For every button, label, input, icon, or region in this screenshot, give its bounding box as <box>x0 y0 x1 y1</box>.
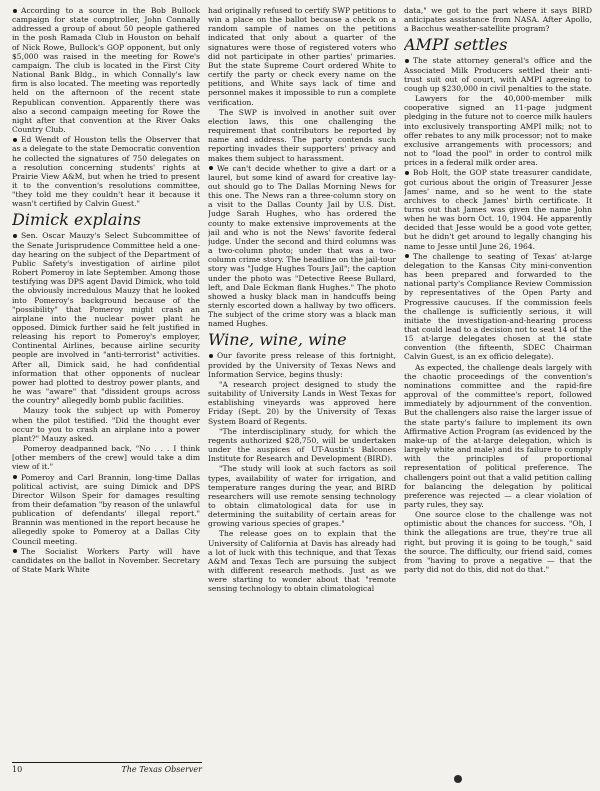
paragraph: had originally refused to certify SWP petitions to win a place on the ballot because a check on a random sample of names on the petitions indicated that only about a quarter of the signatures were those of registered voters who did not participate in other parties' primaries. But the state Supreme Court ordered White to certify the party or check every name on the petitions, and White says lack of time and personnel makes it impossible to run a complete verification. <box>208 6 396 107</box>
article-columns <box>12 6 592 760</box>
paragraph <box>404 56 592 93</box>
paragraph-text: Our favorite press release of this fortnight, provided by the University of Texas News and Information Service, begins thusly: <box>208 351 396 379</box>
paragraph <box>208 351 396 378</box>
paragraph <box>404 252 592 362</box>
section-heading: Dimick explains <box>12 210 141 230</box>
paragraph: The SWP is involved in another suit over election laws, this one challenging the requirement that contributors be reported by name and address. The party contends such reporting invades their supporters' privacy and makes them subject to harassment. <box>208 107 396 163</box>
paragraph: "The interdisciplinary study, for which the regents authorized $28,750, will be undertaken under the auspices of UT-Austin's Balcones Institute for Research and Development (BIRD). <box>208 426 396 464</box>
paragraph <box>12 547 200 574</box>
paragraph <box>208 164 396 329</box>
paragraph <box>404 168 592 250</box>
paragraph: Lawyers for the 40,000-member milk cooperative signed an 11-page judgment pledging in the future not to coerce milk haulers into exclusively transporting AMPI milk; not to offer rebates to any milk processor; not to make exclusive arrangements with processors; and not to "load the pool" in order to control milk prices in a federal milk order area. <box>404 94 592 168</box>
paragraph-text: We can't decide whether to give a dart or a laurel, but some kind of award for creative lay-out should go to The Dallas Morning News for this one. The News ran a three-column story on a visit to the Dallas County Jail by U.S. Dist. Judge Sarah Hughes, who has ordered the county to make extensive improvements at the jail and who is not the News' favorite federal judge. Under the second and third columns was a two-column photo; under that was a two-column crime story. The headline on the jail-tour story was "Judge Hughes Tours Jail"; the caption under the photo was "Detective Reese Bullard, left, and Dale Eckman flank Hughes." The photo showed a husky black man in handcuffs being sternly escorted down a hallway by two officers. The subject of the crime story was a black man named Hughes. <box>208 163 396 329</box>
publication-name: The Texas Observer <box>121 765 202 774</box>
paragraph: "A research project designed to study the suitability of University Lands in West Texas for establishing vineyards was approved here Friday (Sept. 20) by the University of Texas System Board of Regents. <box>208 379 396 426</box>
bullet-dot-icon <box>13 9 17 13</box>
paragraph-text: Pomeroy and Carl Brannin, long-time Dallas political activist, are suing Dimick and DPS Director Wilson Speir for damages resulting from their defamation "by reason of the unlawful publication of defendants' illegal report." Brannin was mentioned in the report because he allegedly spoke to Pomeroy at a Dallas City Council meeting. <box>12 472 200 546</box>
paragraph-text: Bob Holt, the GOP state treasurer candidate, got curious about the origin of Treasurer Jesse James' name, and so he went to the state archives to check James' birth certificate. It turns out that James was given the name John when he was born Oct. 10, 1904. He apparently decided that Jesse would be a good vote getter, but he didn't get around to legally changing his name to Jesse until June 26, 1964. <box>404 168 592 251</box>
bullet-dot-icon <box>13 475 17 479</box>
bullet-dot-icon <box>405 59 409 63</box>
paragraph: As expected, the challenge deals largely with the chaotic proceedings of the convention's nominations committee and the rapid-fire approval of the committee's report, followed immediately by adjournment of the convention. But the challengers also raise the larger issue of the state party's failure to implement its own Affirmative Action Program (as evidenced by the make-up of the at-large delegation, which is largely white and male) and its failure to comply with the principles of proportional representation of political preference. The challengers point out that a valid petition calling for balancing the delegation by political preference was rejected — a clear violation of party rules, they say. <box>404 362 592 509</box>
paragraph-text: The Socialist Workers Party will have candidates on the ballot in November. Secretary of State Mark White <box>12 546 200 575</box>
bullet-dot-icon <box>13 138 17 142</box>
bullet-dot-icon <box>209 166 213 170</box>
paragraph <box>12 135 200 208</box>
bullet-dot-icon <box>209 354 213 358</box>
binder-hole-icon <box>454 775 462 783</box>
paragraph <box>12 473 200 546</box>
paragraph: One source close to the challenge was not optimistic about the chances for success. "Oh, I think the allegations are true, they're true all right, but proving it is going to be tough," said the source. The difficulty, our friend said, comes from "having to prove a negative — that the party did not do this, did not do that." <box>404 510 592 575</box>
column-1 <box>12 6 200 760</box>
paragraph-text: The state attorney general's office and the Associated Milk Producers settled their anti-trust suit out of court, with AMPI agreeing to cough up $230,000 in civil penalties to the state. <box>404 56 592 93</box>
paragraph <box>12 231 200 405</box>
paragraph-text: The challenge to seating of Texas' at-large delegation to the Kansas City mini-convention has been prepared and forwarded to the national party's Compliance Review Commission by representatives of the Open Party and Progressive caucuses. If the commission feels the challenge is sufficiently serious, it will initiate the investigation-and-hearing process that could lead to a decision not to seat 14 of the 15 at-large delegates chosen at the state convention (the fifteenth, SDEC Chairman Calvin Guest, is an ex officio delegate). <box>404 251 592 362</box>
bullet-dot-icon <box>13 234 17 238</box>
paragraph: "The study will look at such factors as soil types, availability of water for irrigation, and temperature ranges during the year, and BIRD researchers will use remote sensing technology to obtain climatological data for use in determining the suitability of certain areas for growing various species of grapes." <box>208 464 396 529</box>
column-2 <box>208 6 396 760</box>
paragraph: The release goes on to explain that the University of California at Davis has already had a lot of luck with this technique, and that Texas A&M and Texas Tech are pursuing the subject with different research methods. Just as we were starting to wonder about that "remote sensing technology to obtain climatological <box>208 529 396 594</box>
paragraph: Mauzy took the subject up with Pomeroy when the pilot testified. "Did the thought ever occur to you to crash an airplane into a power plant?" Mauzy asked. <box>12 406 200 443</box>
paragraph-text: Ed Wendt of Houston tells the Observer that as a delegate to the state Democratic convention he collected the signatures of 750 delegates on a resolution concerning students' rights at Prairie View A&M, but when he tried to present it to the convention's resolutions committee, "they told me they couldn't hear it because it wasn't certified by Calvin Guest." <box>12 135 200 209</box>
paragraph <box>12 6 200 134</box>
page-footer <box>12 762 202 774</box>
paragraph-text: According to a source in the Bob Bullock campaign for state comptroller, John Connally addressed a group of about 50 people gathered in the posh Ramada Club in Houston on behalf of Nick Rowe, Bullock's GOP opponent, but only $5,000 was raised in the meeting for Rowe's campaign. The club is located in the First City National Bank Bldg., in which Connally's law firm is also located. The meeting was reportedly held on the afternoon of the recent state Republican convention. Apparently there was also a second campaign meeting for Rowe the night after that convention at the River Oaks Country Club. <box>12 6 200 135</box>
paragraph: Pomeroy deadpanned back, "No . . . I think [other members of the crew] would take a dim view of it." <box>12 444 200 472</box>
paragraph: data," we got to the part where it says BIRD anticipates assistance from NASA. After Apollo, a Bacchus weather-satellite program? <box>404 6 592 34</box>
bullet-dot-icon <box>13 549 17 553</box>
page-number: 10 <box>12 765 23 774</box>
column-3 <box>404 6 592 760</box>
section-heading: AMPI settles <box>404 35 508 55</box>
section-heading: Wine, wine, wine <box>208 330 347 350</box>
bullet-dot-icon <box>405 171 409 175</box>
paragraph-text: Sen. Oscar Mauzy's Select Subcommittee of the Senate Jurisprudence Committee held a one-day hearing on the subject of the Department of Public Safety's investigation of airline pilot Robert Pomeroy in late September. Among those testifying was DPS agent David Dimick, who told the obviously incredulous Mauzy that he looked into Pomeroy's background because of the "possibility" that Pomeroy might crash an airplane into the nuclear power plant he opposed. Dimick further said he felt justified in releasing his report to Pomeroy's employer, Continental Airlines, because airline security people are involved in "anti-terrorist" activities. After all, Dimick said, he had confidential information that other opponents of nuclear power had plotted to destroy power plants, and he was "aware" that "dissident groups across the country" allegedly bomb public facilities. <box>12 231 200 406</box>
bullet-dot-icon <box>405 254 409 258</box>
